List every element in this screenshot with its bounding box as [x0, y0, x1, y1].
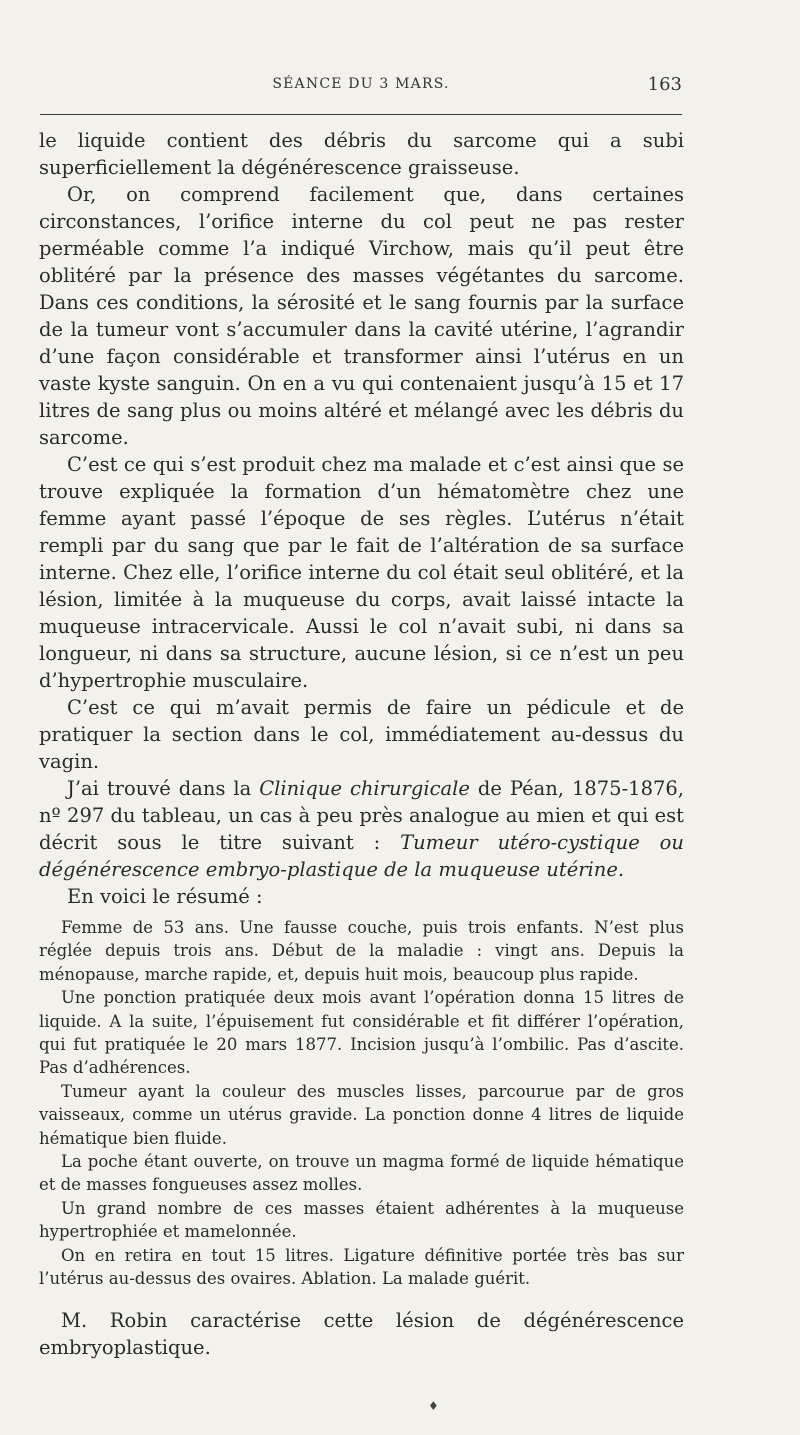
book-title: Clinique chirurgicale — [259, 777, 470, 800]
case-paragraph: Un grand nombre de ces masses étaient adhérentes à la muqueuse hypertrophiée et mamelonnée. — [39, 1198, 684, 1242]
page-number: 163 — [647, 74, 682, 95]
running-title: SÉANCE DU 3 MARS. — [272, 76, 450, 92]
case-paragraph: Une ponction pratiquée deux mois avant l’opération donna 15 litres de liquide. A la suite, l’épuisement fut considérable et fit différer l’opération, qui fut pratiquée le 20 mars 1877. Incision jusqu’à l’ombilic. Pas d’ascite. Pas d’adhérences. — [39, 988, 684, 1078]
paragraph: En voici le résumé : — [67, 885, 263, 908]
text-run: de Péan, 1875-1876, nº 297 du tableau, un cas à peu près analogue au mien et qui est décrit sous le titre suivant : — [39, 777, 684, 854]
case-summary — [39, 916, 684, 1291]
header-rule — [40, 114, 682, 115]
paragraph: C’est ce qui m’avait permis de faire un pédicule et de pratiquer la section dans le col, immédiatement au-dessus du vagin. — [39, 696, 684, 773]
case-paragraph: On en retira en tout 15 litres. Ligature définitive portée très bas sur l’utérus au-dessus des ovaires. Ablation. La malade guérit. — [39, 1245, 684, 1289]
case-paragraph: Femme de 53 ans. Une fausse couche, puis trois enfants. N’est plus réglée depuis trois ans. Début de la maladie : vingt ans. Depuis la ménopause, marche rapide, et, depuis huit mois, beaucoup plus rapide. — [39, 918, 684, 984]
paragraph: C’est ce qui s’est produit chez ma malade et c’est ainsi que se trouve expliquée la formation d’un hématomètre chez une femme ayant passé l’époque de ses règles. L’utérus n’était rempli par du sang que par le fait de l’altération de sa surface interne. Chez elle, l’orifice interne du col était seul oblitéré, et la lésion, limitée à la muqueuse du corps, avait laissé intacte la muqueuse intracervicale. Aussi le col n’avait subi, ni dans sa longueur, ni dans sa structure, aucune lésion, si ce n’est un peu d’hypertrophie musculaire. — [39, 453, 684, 692]
robin-remark: M. Robin caractérise cette lésion de dégénérescence embryoplastique. — [39, 1308, 684, 1359]
paragraph: Or, on comprend facilement que, dans certaines circonstances, l’orifice interne du col peut ne pas rester perméable comme l’a indiqué Virchow, mais qu’il peut être oblitéré par la présence des masses végétantes du sarcome. Dans ces conditions, la sérosité et le sang fournis par la surface de la tumeur vont s’accumuler dans la cavité utérine, l’agrandir d’une façon considérable et transformer ainsi l’utérus en un vaste kyste sanguin. On en a vu qui contenaient jusqu’à 15 et 17 litres de sang plus ou moins altéré et mélangé avec les débris du sarcome. — [39, 183, 684, 449]
paragraph-citation — [39, 775, 684, 883]
text-run: J’ai trouvé dans la — [67, 777, 260, 800]
running-header — [40, 76, 682, 100]
case-paragraph: Tumeur ayant la couleur des muscles lisses, parcourue par de gros vaisseaux, comme un utérus gravide. La ponction donne 4 litres de liquide hématique bien fluide. — [39, 1081, 684, 1148]
footer-mark: ♦ — [428, 1399, 439, 1413]
case-paragraph: La poche étant ouverte, on trouve un magma formé de liquide hématique et de masses fongueuses assez molles. — [39, 1152, 684, 1195]
case-title: Tumeur utéro-cystique ou dégénérescence embryo-plastique de la muqueuse utérine. — [39, 831, 684, 881]
page-body — [39, 127, 684, 1380]
paragraph: le liquide contient des débris du sarcome qui a subi superficiellement la dégénérescence graisseuse. — [39, 129, 684, 179]
